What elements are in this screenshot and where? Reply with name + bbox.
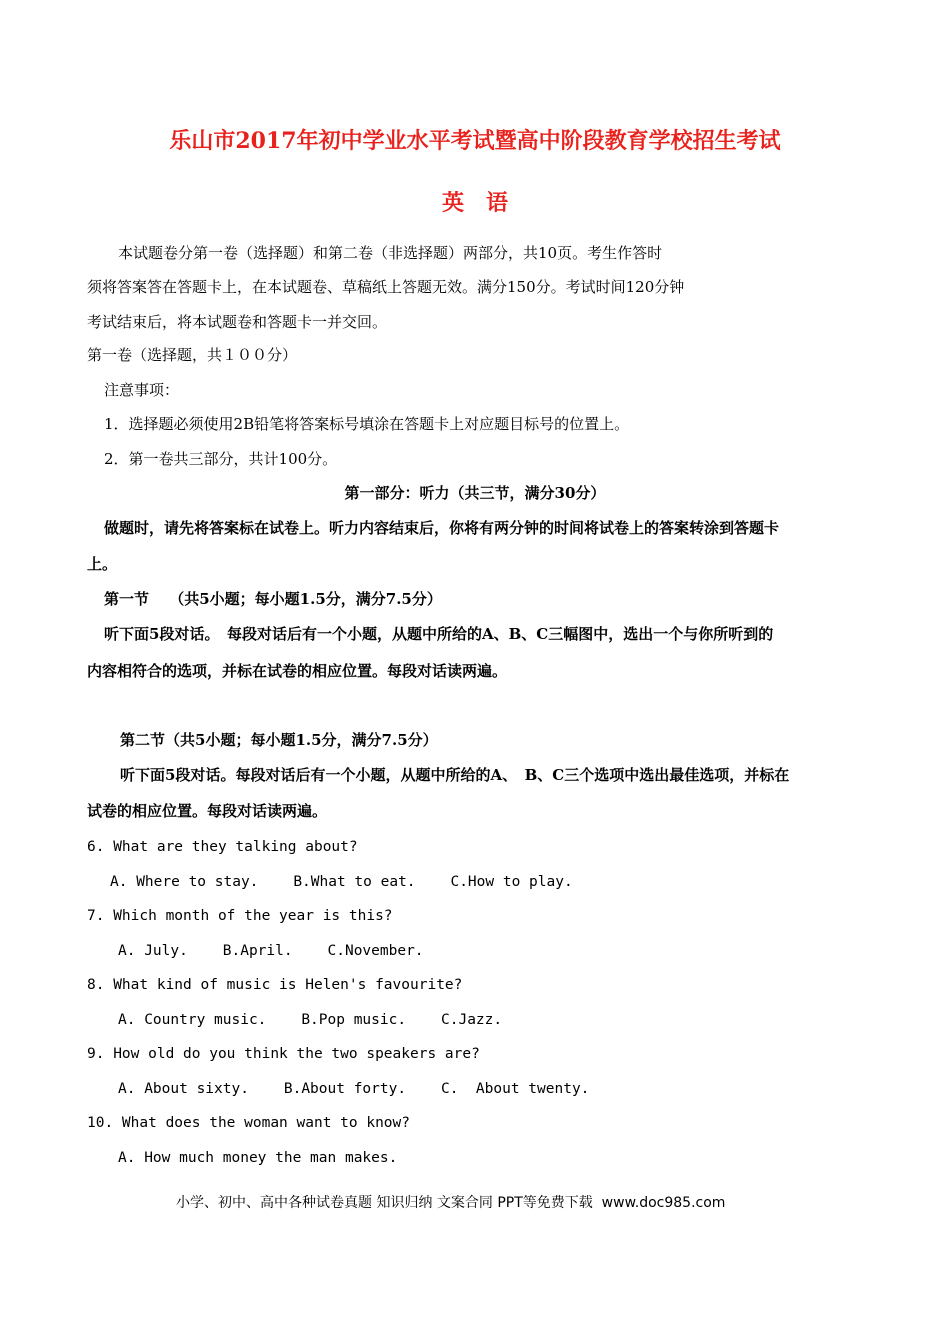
question-7-options: A. July. B.April. C.November. <box>118 943 424 959</box>
volume-one-title: 第一卷（选择题，共１００分） <box>87 346 298 364</box>
note-2: 2．第一卷共三部分，共计100分。 <box>104 450 338 468</box>
intro-line-3: 考试结束后，将本试题卷和答题卡一并交回。 <box>87 313 388 331</box>
part-one-instruction-2: 上。 <box>87 555 118 573</box>
exam-title: 乐山市2017年初中学业水平考试暨高中阶段教育学校招生考试 <box>169 128 781 154</box>
note-1: 1．选择题必须使用2B铅笔将答案标号填涂在答题卡上对应题目标号的位置上。 <box>104 415 630 433</box>
notes-title: 注意事项： <box>104 381 180 399</box>
question-8-options: A. Country music. B.Pop music. C.Jazz. <box>118 1012 503 1028</box>
section-two-title: 第二节（共5小题；每小题1.5分，满分7.5分） <box>120 731 438 749</box>
question-6: 6. What are they talking about? <box>87 839 358 855</box>
part-one-instruction-1: 做题时，请先将答案标在试卷上。听力内容结束后，你将有两分钟的时间将试卷上的答案转涂到答题卡 <box>104 519 780 537</box>
intro-line-2: 须将答案答在答题卡上，在本试题卷、草稿纸上答题无效。满分150分。考试时间120分钟 <box>87 278 685 296</box>
question-10-options: A. How much money the man makes. <box>118 1150 398 1166</box>
section-one-instruction-1: 听下面5段对话。 每段对话后有一个小题，从题中所给的A、B、C三幅图中，选出一个与你所听到的 <box>104 625 774 643</box>
question-9-options: A. About sixty. B.About forty. C. About twenty. <box>118 1081 590 1097</box>
intro-line-1: 本试题卷分第一卷（选择题）和第二卷（非选择题）两部分，共10页。考生作答时 <box>118 244 663 262</box>
question-7: 7. Which month of the year is this? <box>87 908 393 924</box>
section-two-instruction-1: 听下面5段对话。每段对话后有一个小题，从题中所给的A、 B、C三个选项中选出最佳选项，并标在 <box>120 766 790 784</box>
question-9: 9. How old do you think the two speakers are? <box>87 1046 480 1062</box>
part-one-title: 第一部分：听力（共三节，满分30分） <box>344 484 606 502</box>
question-8: 8. What kind of music is Helen's favourite? <box>87 977 463 993</box>
question-6-options: A. Where to stay. B.What to eat. C.How to play. <box>110 874 573 890</box>
footer-text: 小学、初中、高中各种试卷真题 知识归纳 文案合同 PPT等免费下载 www.doc985.com <box>176 1195 726 1211</box>
question-10: 10. What does the woman want to know? <box>87 1115 411 1131</box>
section-one-title: 第一节 （共5小题；每小题1.5分，满分7.5分） <box>104 590 442 608</box>
section-two-instruction-2: 试卷的相应位置。每段对话读两遍。 <box>87 802 328 820</box>
subject-title: 英 语 <box>441 190 508 216</box>
section-one-instruction-2: 内容相符合的选项，并标在试卷的相应位置。每段对话读两遍。 <box>87 662 508 680</box>
